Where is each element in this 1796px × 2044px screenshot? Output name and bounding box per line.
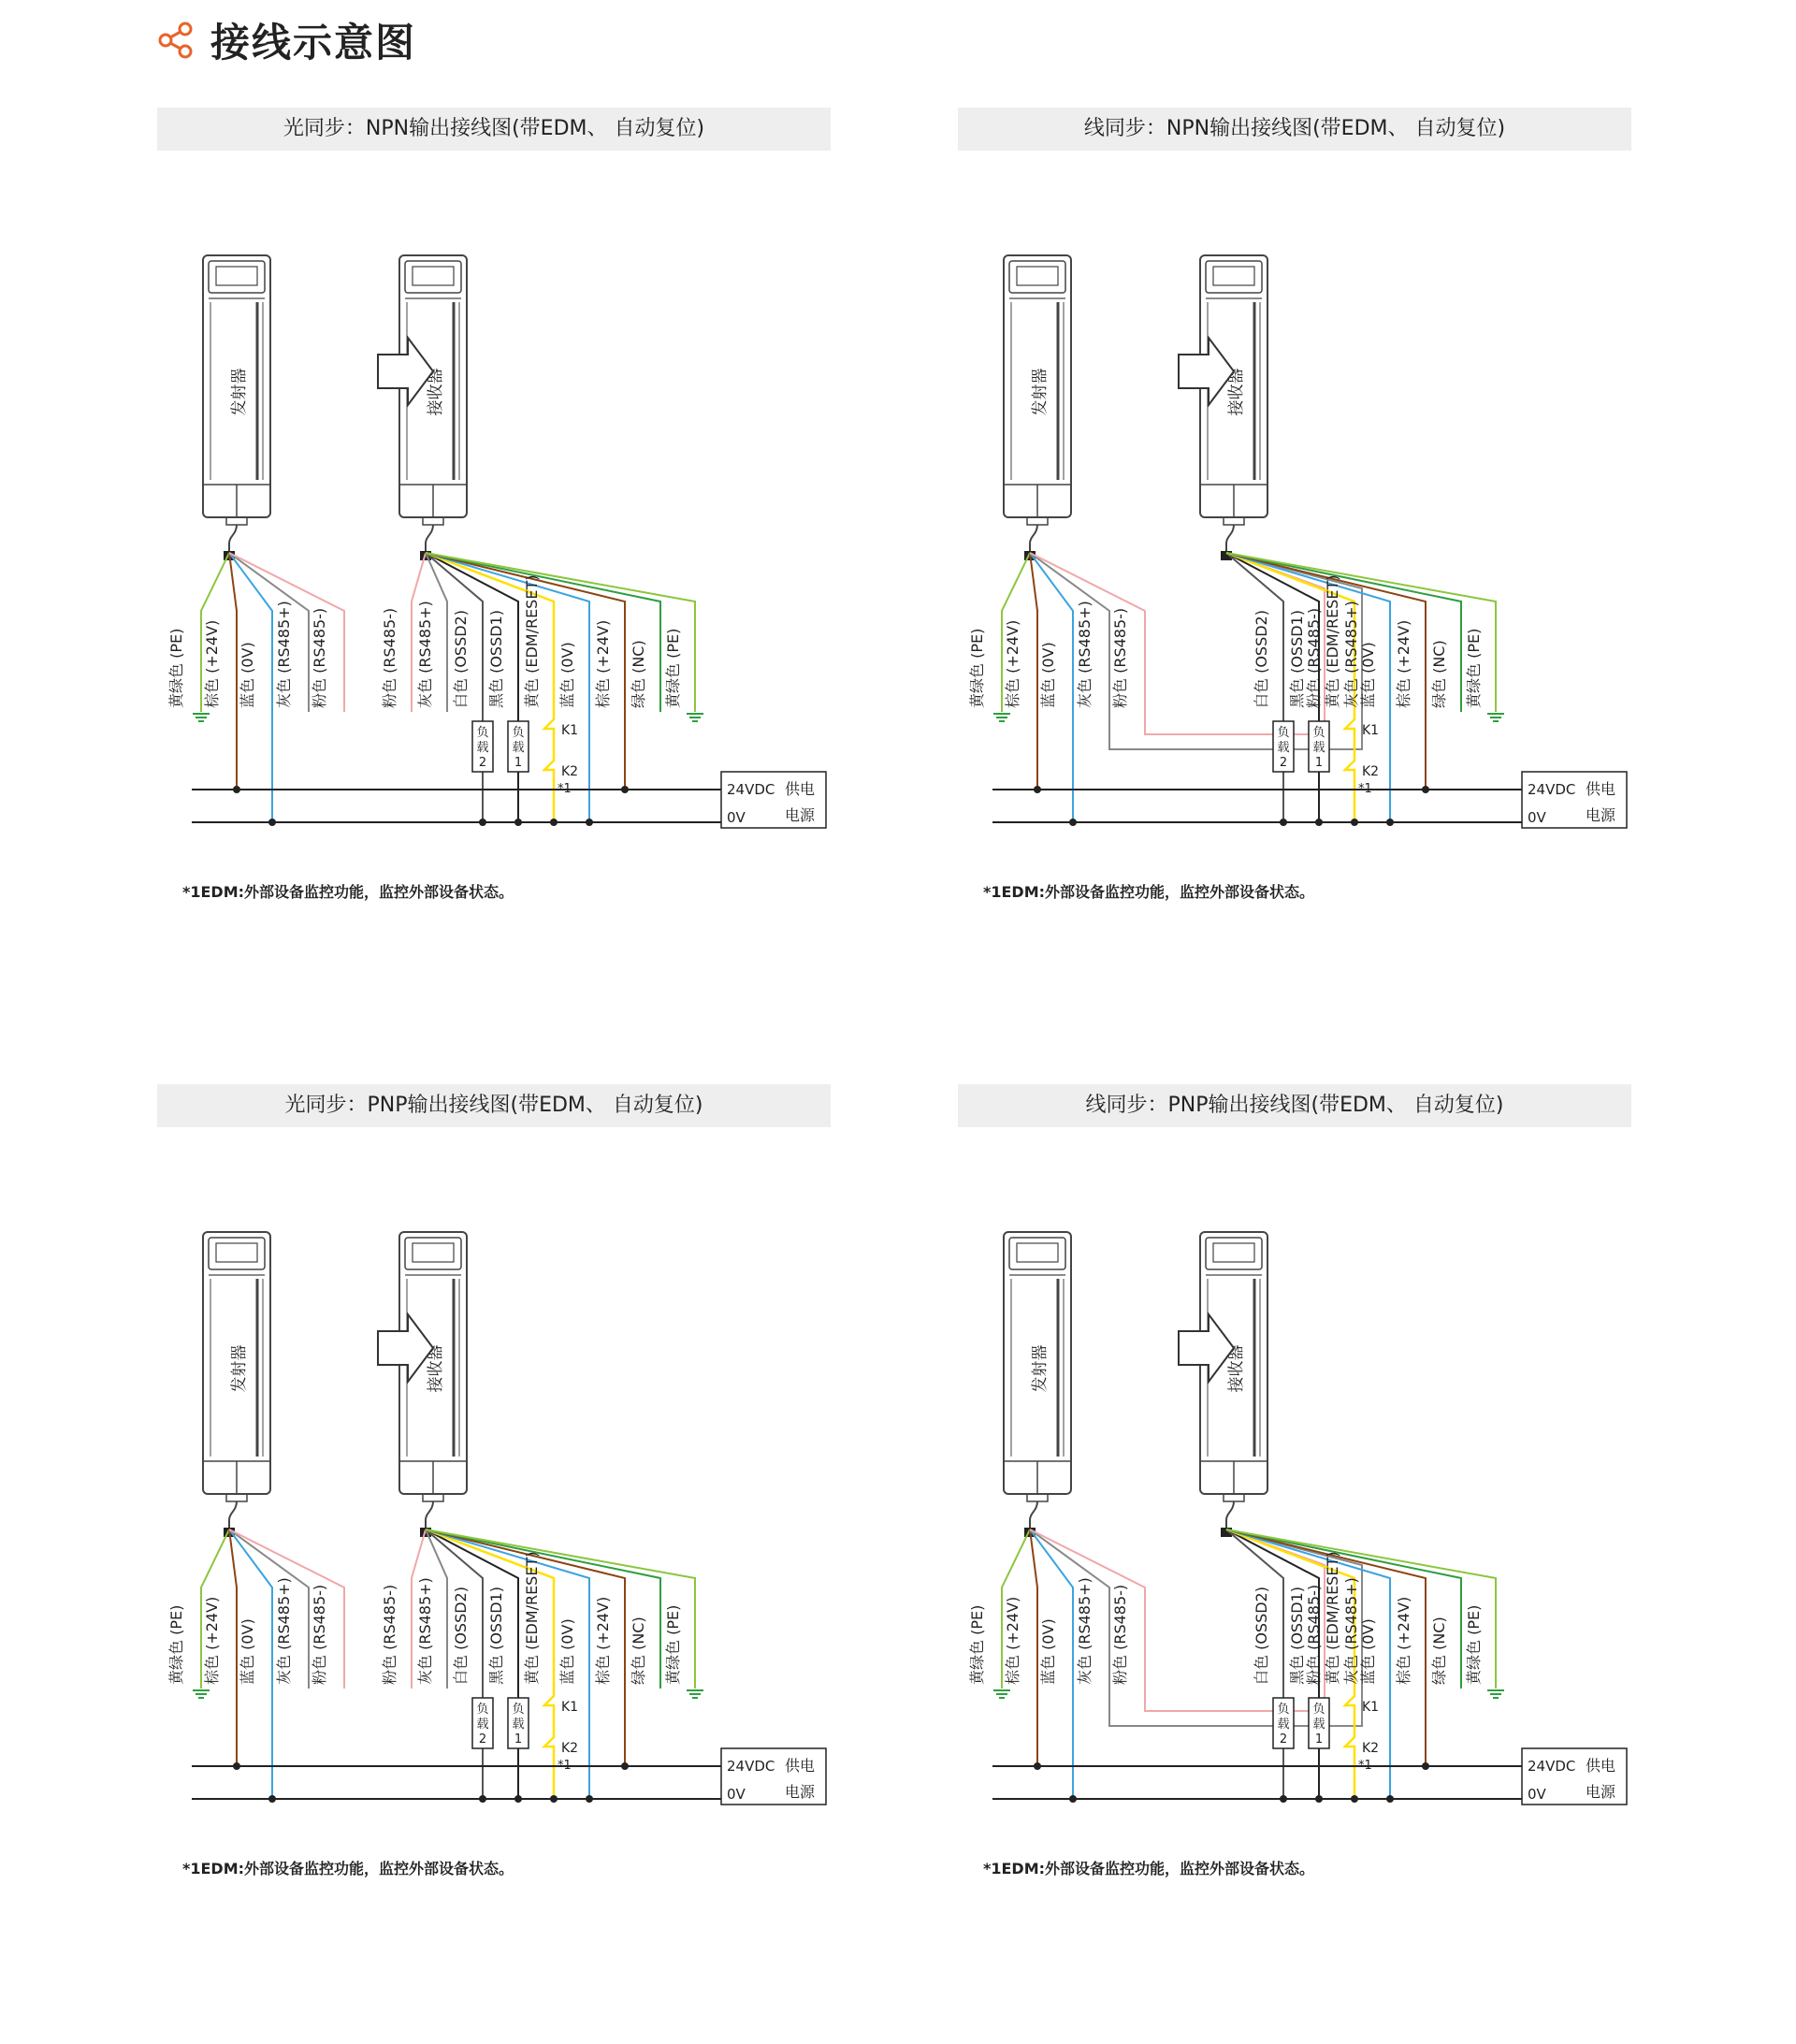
junction-dot bbox=[268, 819, 276, 826]
device-label: 发射器 bbox=[1031, 368, 1050, 416]
receiver-wire-label: 绿色 (NC) bbox=[1430, 1616, 1448, 1685]
load-2-box-text: 载 bbox=[1277, 1718, 1290, 1732]
wiring-diagram bbox=[958, 1127, 1631, 1838]
panel-optical-npn bbox=[157, 108, 831, 1043]
emitter-device bbox=[203, 255, 270, 560]
ground-icon bbox=[687, 714, 703, 721]
junction-dot bbox=[233, 1762, 240, 1770]
receiver-device bbox=[1200, 1232, 1267, 1537]
device-window-inner bbox=[1017, 1243, 1058, 1262]
device-cable-gland bbox=[1027, 517, 1048, 525]
device-window-inner bbox=[1213, 1243, 1254, 1262]
junction-dot bbox=[1422, 1762, 1429, 1770]
device-window-inner bbox=[1017, 267, 1058, 285]
power-title-1: 供电 bbox=[1586, 1757, 1616, 1775]
junction-dot bbox=[1386, 819, 1394, 826]
emitter-wire-label: 蓝色 (0V) bbox=[1039, 1618, 1057, 1685]
panel-title: 光同步：NPN输出接线图(带EDM、 自动复位) bbox=[282, 117, 705, 140]
junction-dot bbox=[233, 786, 240, 793]
panel-title: 线同步：PNP输出接线图(带EDM、 自动复位) bbox=[1085, 1094, 1504, 1117]
receiver-wire-label: 黄色 (EDM/RESET) bbox=[523, 1551, 541, 1685]
emitter-wire-label: 粉色 (RS485-) bbox=[311, 607, 328, 708]
receiver-wire-label: 黑色 (OSSD1) bbox=[487, 1587, 505, 1685]
emitter-wire-label: 黄绿色 (PE) bbox=[968, 1604, 986, 1685]
wire-brown-24v bbox=[229, 1529, 237, 1766]
edm-note-marker: *1 bbox=[558, 782, 572, 796]
power-title-1: 供电 bbox=[1586, 780, 1616, 798]
relay-k2-label: K2 bbox=[561, 1741, 579, 1756]
load-2-box-text: 载 bbox=[476, 741, 489, 755]
ground-icon bbox=[1487, 714, 1504, 721]
ground-icon bbox=[993, 1690, 1010, 1698]
emitter-wire-label: 灰色 (RS485+) bbox=[1076, 1577, 1094, 1685]
device-label: 发射器 bbox=[230, 368, 249, 416]
receiver-wire-label: 棕色 (+24V) bbox=[1395, 1596, 1412, 1685]
emitter-wire-label: 蓝色 (0V) bbox=[239, 642, 256, 708]
device-label: 接收器 bbox=[1227, 368, 1246, 416]
wiring-diagram bbox=[157, 1127, 831, 1838]
receiver-wire-label: 粉色 (RS485-) bbox=[381, 1584, 398, 1685]
emitter-wire-label: 蓝色 (0V) bbox=[239, 1618, 256, 1685]
load-1-box-text: 1 bbox=[514, 1732, 523, 1747]
junction-dot bbox=[1315, 819, 1323, 826]
load-2-box-text: 载 bbox=[476, 1718, 489, 1732]
load-2-box-text: 负 bbox=[1277, 726, 1290, 740]
receiver-wire-label: 白色 (OSSD2) bbox=[1253, 1587, 1270, 1685]
junction-dot bbox=[550, 819, 558, 826]
edm-note-marker: *1 bbox=[1358, 1759, 1372, 1773]
relay-k1-label: K1 bbox=[561, 723, 579, 738]
junction-dot bbox=[1351, 819, 1358, 826]
emitter-wire-label: 棕色 (+24V) bbox=[203, 619, 221, 708]
emitter-wire-label: 粉色 (RS485-) bbox=[1111, 607, 1129, 708]
junction-dot bbox=[479, 819, 486, 826]
junction-dot bbox=[586, 1795, 593, 1803]
junction-dot bbox=[586, 819, 593, 826]
panel-title: 线同步：NPN输出接线图(带EDM、 自动复位) bbox=[1083, 117, 1506, 140]
device-cable-gland bbox=[1224, 1494, 1244, 1501]
device-label: 接收器 bbox=[1227, 1344, 1246, 1393]
edm-note-marker: *1 bbox=[1358, 782, 1372, 796]
receiver-wire-label: 棕色 (+24V) bbox=[1395, 619, 1412, 708]
receiver-wire-label: 粉色 (RS485-) bbox=[1305, 607, 1323, 708]
wiring-diagram bbox=[157, 151, 831, 862]
power-title-2: 电源 bbox=[785, 1783, 816, 1801]
device-label: 接收器 bbox=[427, 368, 445, 416]
receiver-wire-label: 绿色 (NC) bbox=[630, 1616, 647, 1685]
receiver-wire-label: 黄绿色 (PE) bbox=[1465, 1604, 1483, 1685]
device-cable bbox=[229, 525, 237, 555]
emitter-wire-label: 灰色 (RS485+) bbox=[275, 601, 293, 708]
receiver-wire-label: 棕色 (+24V) bbox=[594, 619, 612, 708]
panel-optical-pnp bbox=[157, 1084, 831, 2020]
junction-dot bbox=[1422, 786, 1429, 793]
junction-dot bbox=[1280, 1795, 1287, 1803]
load-2-box-text: 2 bbox=[1279, 756, 1288, 770]
load-2-box-text: 载 bbox=[1277, 741, 1290, 755]
panel-title-bar bbox=[157, 1084, 831, 1127]
load-1-box-text: 载 bbox=[1312, 741, 1325, 755]
load-2-box-text: 2 bbox=[1279, 1732, 1288, 1747]
device-cable-gland bbox=[423, 517, 443, 525]
load-1-box-text: 负 bbox=[512, 1703, 525, 1717]
page-header bbox=[154, 17, 416, 64]
device-cable-gland bbox=[226, 517, 247, 525]
emitter-wire-label: 棕色 (+24V) bbox=[1004, 619, 1021, 708]
receiver-wire-label: 灰色 (RS485+) bbox=[1342, 1577, 1360, 1685]
emitter-wire-label: 灰色 (RS485+) bbox=[1076, 601, 1094, 708]
relay-k2-label: K2 bbox=[561, 764, 579, 779]
power-0v-label: 0V bbox=[727, 1786, 746, 1803]
junction-dot bbox=[621, 1762, 629, 1770]
load-1-box-text: 1 bbox=[1314, 1732, 1324, 1747]
device-label: 接收器 bbox=[427, 1344, 445, 1393]
junction-dot bbox=[1034, 786, 1041, 793]
edm-footnote: *1EDM:外部设备监控功能，监控外部设备状态。 bbox=[983, 883, 1315, 901]
receiver-wire-label: 棕色 (+24V) bbox=[594, 1596, 612, 1685]
edm-footnote: *1EDM:外部设备监控功能，监控外部设备状态。 bbox=[182, 1860, 514, 1877]
emitter-wire-label: 黄绿色 (PE) bbox=[968, 628, 986, 708]
junction-dot bbox=[479, 1795, 486, 1803]
device-cable-gland bbox=[1027, 1494, 1048, 1501]
junction-dot bbox=[1386, 1795, 1394, 1803]
panel-title: 光同步：PNP输出接线图(带EDM、 自动复位) bbox=[284, 1094, 703, 1117]
device-window-inner bbox=[216, 267, 257, 285]
device-cable bbox=[1030, 1501, 1037, 1531]
relay-k2-label: K2 bbox=[1362, 1741, 1380, 1756]
ground-icon bbox=[993, 714, 1010, 721]
junction-dot bbox=[1069, 1795, 1077, 1803]
device-cable bbox=[426, 1501, 433, 1531]
device-cable bbox=[1030, 525, 1037, 555]
emitter-device bbox=[203, 1232, 270, 1537]
load-1-box-text: 负 bbox=[1312, 726, 1325, 740]
emitter-wire-label: 黄绿色 (PE) bbox=[167, 1604, 185, 1685]
relay-k2-label: K2 bbox=[1362, 764, 1380, 779]
receiver-wire-label: 蓝色 (0V) bbox=[558, 642, 576, 708]
device-cable bbox=[426, 525, 433, 555]
receiver-wire-label: 黄绿色 (PE) bbox=[664, 1604, 682, 1685]
receiver-wire-label: 灰色 (RS485+) bbox=[416, 1577, 434, 1685]
ground-icon bbox=[193, 714, 210, 721]
power-title-1: 供电 bbox=[785, 780, 816, 798]
power-24vdc-label: 24VDC bbox=[1528, 1758, 1576, 1775]
receiver-wire-label: 蓝色 (0V) bbox=[558, 1618, 576, 1685]
receiver-wire-label: 黄色 (EDM/RESET) bbox=[523, 574, 541, 708]
page-title: 接线示意图 bbox=[210, 20, 417, 65]
emitter-wire-label: 粉色 (RS485-) bbox=[311, 1584, 328, 1685]
panel-title-bar bbox=[157, 108, 831, 151]
wire-brown-24v bbox=[229, 553, 237, 790]
receiver-wire-label: 白色 (OSSD2) bbox=[452, 610, 470, 708]
panel-title-bar bbox=[958, 108, 1631, 151]
receiver-wire-label: 灰色 (RS485+) bbox=[416, 601, 434, 708]
device-cable bbox=[1226, 1501, 1234, 1531]
emitter-device bbox=[1004, 255, 1071, 560]
device-cable bbox=[229, 1501, 237, 1531]
receiver-device bbox=[399, 255, 467, 560]
wire-pink-rs485-link bbox=[1030, 1529, 1325, 1711]
receiver-wire-label: 白色 (OSSD2) bbox=[452, 1587, 470, 1685]
receiver-wire-label: 绿色 (NC) bbox=[630, 640, 647, 708]
junction-dot bbox=[268, 1795, 276, 1803]
emitter-wire-label: 棕色 (+24V) bbox=[203, 1596, 221, 1685]
relay-k1-label: K1 bbox=[1362, 1700, 1380, 1715]
receiver-wire-label: 灰色 (RS485+) bbox=[1342, 601, 1360, 708]
device-window-inner bbox=[1213, 267, 1254, 285]
receiver-wire-label: 白色 (OSSD2) bbox=[1253, 610, 1270, 708]
edm-footnote: *1EDM:外部设备监控功能，监控外部设备状态。 bbox=[182, 883, 514, 901]
device-label: 发射器 bbox=[230, 1344, 249, 1393]
device-cable-gland bbox=[423, 1494, 443, 1501]
power-24vdc-label: 24VDC bbox=[727, 1758, 775, 1775]
wire-brown-24v bbox=[1030, 1529, 1037, 1766]
power-24vdc-label: 24VDC bbox=[1528, 781, 1576, 798]
device-cable-gland bbox=[226, 1494, 247, 1501]
emitter-device bbox=[1004, 1232, 1071, 1537]
device-window-inner bbox=[216, 1243, 257, 1262]
device-window-inner bbox=[413, 1243, 454, 1262]
power-title-2: 电源 bbox=[785, 806, 816, 824]
emitter-wire-label: 灰色 (RS485+) bbox=[275, 1577, 293, 1685]
load-1-box-text: 载 bbox=[512, 741, 525, 755]
power-title-2: 电源 bbox=[1586, 806, 1616, 824]
wire-pink-rs485-link bbox=[1030, 553, 1325, 734]
receiver-wire-label: 粉色 (RS485-) bbox=[1305, 1584, 1323, 1685]
receiver-wire-label: 黄色 (EDM/RESET) bbox=[1324, 574, 1341, 708]
load-2-box-text: 负 bbox=[1277, 1703, 1290, 1717]
device-label: 发射器 bbox=[1031, 1344, 1050, 1393]
load-2-box-text: 负 bbox=[476, 726, 489, 740]
receiver-wire-label: 黄绿色 (PE) bbox=[664, 628, 682, 708]
receiver-device bbox=[1200, 255, 1267, 560]
receiver-wire-label: 蓝色 (0V) bbox=[1359, 642, 1377, 708]
junction-dot bbox=[550, 1795, 558, 1803]
power-24vdc-label: 24VDC bbox=[727, 781, 775, 798]
ground-icon bbox=[193, 1690, 210, 1698]
power-title-1: 供电 bbox=[785, 1757, 816, 1775]
load-1-box-text: 1 bbox=[514, 756, 523, 770]
wire-brown-24v bbox=[1030, 553, 1037, 790]
junction-dot bbox=[1034, 1762, 1041, 1770]
receiver-wire-label: 黑色 (OSSD1) bbox=[487, 610, 505, 708]
emitter-wire-label: 棕色 (+24V) bbox=[1004, 1596, 1021, 1685]
ground-icon bbox=[687, 1690, 703, 1698]
receiver-wire-label: 黄色 (EDM/RESET) bbox=[1324, 1551, 1341, 1685]
edm-footnote: *1EDM:外部设备监控功能，监控外部设备状态。 bbox=[983, 1860, 1315, 1877]
power-0v-label: 0V bbox=[1528, 809, 1546, 826]
panel-line-npn bbox=[958, 108, 1631, 1043]
receiver-wire-label: 粉色 (RS485-) bbox=[381, 607, 398, 708]
receiver-wire-label: 绿色 (NC) bbox=[1430, 640, 1448, 708]
relay-k1-label: K1 bbox=[561, 1700, 579, 1715]
junction-dot bbox=[1069, 819, 1077, 826]
emitter-wire-label: 黄绿色 (PE) bbox=[167, 628, 185, 708]
device-cable-gland bbox=[1224, 517, 1244, 525]
edm-note-marker: *1 bbox=[558, 1759, 572, 1773]
power-0v-label: 0V bbox=[727, 809, 746, 826]
junction-dot bbox=[1315, 1795, 1323, 1803]
load-2-box-text: 2 bbox=[478, 1732, 487, 1747]
junction-dot bbox=[1351, 1795, 1358, 1803]
power-title-2: 电源 bbox=[1586, 1783, 1616, 1801]
load-2-box-text: 2 bbox=[478, 756, 487, 770]
junction-dot bbox=[514, 819, 522, 826]
load-1-box-text: 1 bbox=[1314, 756, 1324, 770]
wiring-diagram bbox=[958, 151, 1631, 862]
load-1-box-text: 负 bbox=[512, 726, 525, 740]
panel-title-bar bbox=[958, 1084, 1631, 1127]
panel-line-pnp bbox=[958, 1084, 1631, 2020]
junction-dot bbox=[1280, 819, 1287, 826]
receiver-wire-label: 黄绿色 (PE) bbox=[1465, 628, 1483, 708]
load-2-box-text: 负 bbox=[476, 1703, 489, 1717]
ground-icon bbox=[1487, 1690, 1504, 1698]
device-window-inner bbox=[413, 267, 454, 285]
junction-dot bbox=[514, 1795, 522, 1803]
receiver-wire-label: 黑色 (OSSD1) bbox=[1288, 610, 1306, 708]
relay-k1-label: K1 bbox=[1362, 723, 1380, 738]
receiver-device bbox=[399, 1232, 467, 1537]
load-1-box-text: 载 bbox=[1312, 1718, 1325, 1732]
load-1-box-text: 载 bbox=[512, 1718, 525, 1732]
power-0v-label: 0V bbox=[1528, 1786, 1546, 1803]
load-1-box-text: 负 bbox=[1312, 1703, 1325, 1717]
receiver-wire-label: 黑色 (OSSD1) bbox=[1288, 1587, 1306, 1685]
device-cable bbox=[1226, 525, 1234, 555]
share-icon bbox=[154, 19, 197, 62]
junction-dot bbox=[621, 786, 629, 793]
emitter-wire-label: 粉色 (RS485-) bbox=[1111, 1584, 1129, 1685]
receiver-wire-label: 蓝色 (0V) bbox=[1359, 1618, 1377, 1685]
emitter-wire-label: 蓝色 (0V) bbox=[1039, 642, 1057, 708]
